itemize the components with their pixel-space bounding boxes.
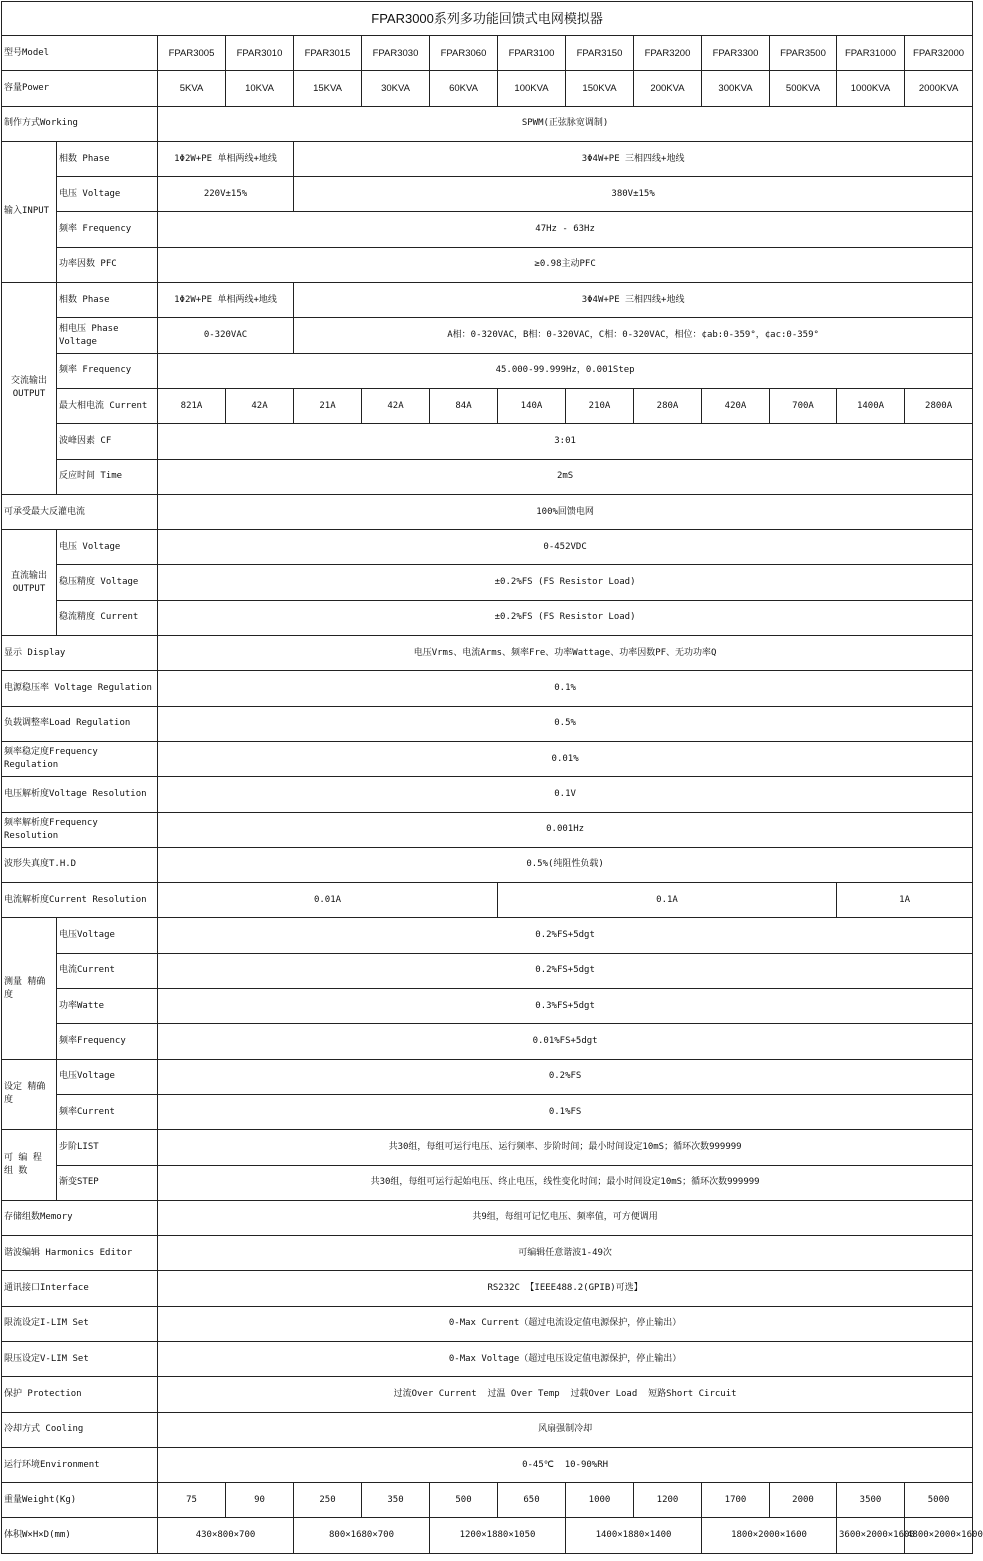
power-cell: 2000KVA xyxy=(905,71,973,106)
value-memory: 共9组，每组可记忆电压、频率值，可方便调用 xyxy=(158,1200,973,1235)
row-feedback xyxy=(2,494,973,529)
current-cell: 210A xyxy=(566,388,634,423)
label-harmonics: 谐波编辑 Harmonics Editor xyxy=(2,1236,158,1271)
value-freq-reg: 0.01% xyxy=(158,741,973,776)
current-cell: 700A xyxy=(770,388,837,423)
value-volt-res: 0.1V xyxy=(158,777,973,812)
label-input-frequency: 频率 Frequency xyxy=(57,212,158,247)
current-cell: 821A xyxy=(158,388,226,423)
value-meas-frequency: 0.01%FS+5dgt xyxy=(158,1024,973,1059)
value-environment: 0-45℃ 10-90%RH xyxy=(158,1447,973,1482)
power-cell: 5KVA xyxy=(158,71,226,106)
row-protection xyxy=(2,1377,973,1412)
label-meas-watt: 功率Watte xyxy=(57,989,158,1024)
row-thd xyxy=(2,847,973,882)
value-ac-phase-single: 1Φ2W+PE 单相两线+地线 xyxy=(158,283,294,318)
power-cell: 200KVA xyxy=(634,71,702,106)
table-title: FPAR3000系列多功能回馈式电网模拟器 xyxy=(2,2,973,36)
row-cooling xyxy=(2,1412,973,1447)
label-prog-list: 步阶LIST xyxy=(57,1130,158,1165)
value-curr-res-c: 1A xyxy=(837,883,973,918)
value-input-frequency: 47Hz - 63Hz xyxy=(158,212,973,247)
value-cooling: 风扇强制冷却 xyxy=(158,1412,973,1447)
row-harmonics xyxy=(2,1236,973,1271)
value-set-current: 0.1%FS xyxy=(158,1094,973,1129)
group-dc-output: 直流输出 OUTPUT xyxy=(2,530,57,636)
row-power xyxy=(2,71,973,106)
current-cell: 420A xyxy=(702,388,770,423)
weight-cell: 1000 xyxy=(566,1483,634,1518)
dimension-cell: 1400×1880×1400 xyxy=(566,1518,702,1553)
label-ac-phase-voltage: 相电压 Phase Voltage xyxy=(57,318,158,353)
title-row xyxy=(2,2,973,36)
model-cell: FPAR3300 xyxy=(702,36,770,71)
current-cell: 42A xyxy=(362,388,430,423)
row-load-reg xyxy=(2,706,973,741)
value-ac-phase-voltage-three: A相：0-320VAC，B相：0-320VAC，C相：0-320VAC，相位：¢ab:0-359°，¢ac:0-359° xyxy=(294,318,973,353)
power-cell: 1000KVA xyxy=(837,71,905,106)
power-cell: 150KVA xyxy=(566,71,634,106)
value-display: 电压Vrms、电流Arms、频率Fre、功率Wattage、功率因数PF、无功功率Q xyxy=(158,636,973,671)
model-cell: FPAR3005 xyxy=(158,36,226,71)
current-cell: 42A xyxy=(226,388,294,423)
weight-cell: 650 xyxy=(498,1483,566,1518)
row-prog-list xyxy=(2,1130,973,1165)
value-meas-watt: 0.3%FS+5dgt xyxy=(158,989,973,1024)
group-measure: 测量 精确度 xyxy=(2,918,57,1059)
row-meas-current xyxy=(2,953,973,988)
row-curr-res xyxy=(2,883,973,918)
value-input-voltage-three: 380V±15% xyxy=(294,177,973,212)
group-setting: 设定 精确度 xyxy=(2,1059,57,1130)
model-cell: FPAR3150 xyxy=(566,36,634,71)
value-input-voltage-single: 220V±15% xyxy=(158,177,294,212)
label-vlim: 限压设定V-LIM Set xyxy=(2,1341,158,1376)
dimension-cell: 430×800×700 xyxy=(158,1518,294,1553)
label-dc-curr-acc: 稳流精度 Current xyxy=(57,600,158,635)
row-vlim xyxy=(2,1341,973,1376)
weight-cell: 350 xyxy=(362,1483,430,1518)
label-curr-res: 电流解析度Current Resolution xyxy=(2,883,158,918)
power-cell: 300KVA xyxy=(702,71,770,106)
group-input: 输入INPUT xyxy=(2,141,57,282)
value-set-voltage: 0.2%FS xyxy=(158,1059,973,1094)
value-ac-cf: 3:01 xyxy=(158,424,973,459)
row-ac-response xyxy=(2,459,973,494)
label-volt-reg: 电源稳压率 Voltage Regulation xyxy=(2,671,158,706)
weight-cell: 2000 xyxy=(770,1483,837,1518)
row-set-current xyxy=(2,1094,973,1129)
row-freq-reg xyxy=(2,741,973,776)
value-working: SPWM(正弦脉宽调制) xyxy=(158,106,973,141)
row-prog-step xyxy=(2,1165,973,1200)
label-thd: 波形失真度T.H.D xyxy=(2,847,158,882)
power-cell: 15KVA xyxy=(294,71,362,106)
row-dc-curr-acc xyxy=(2,600,973,635)
current-cell: 280A xyxy=(634,388,702,423)
label-display: 显示 Display xyxy=(2,636,158,671)
value-curr-res-b: 0.1A xyxy=(498,883,837,918)
label-volt-res: 电压解析度Voltage Resolution xyxy=(2,777,158,812)
label-ac-cf: 波峰因素 CF xyxy=(57,424,158,459)
row-input-voltage xyxy=(2,177,973,212)
row-ac-phase-voltage xyxy=(2,318,973,353)
model-cell: FPAR3015 xyxy=(294,36,362,71)
dimension-cell: 1800×2000×1600 xyxy=(702,1518,837,1553)
row-meas-watt xyxy=(2,989,973,1024)
value-ac-phase-three: 3Φ4W+PE 三相四线+地线 xyxy=(294,283,973,318)
label-ac-frequency: 频率 Frequency xyxy=(57,353,158,388)
value-ac-response: 2mS xyxy=(158,459,973,494)
group-program: 可 编 程 组 数 xyxy=(2,1130,57,1201)
label-load-reg: 负载调整率Load Regulation xyxy=(2,706,158,741)
current-cell: 140A xyxy=(498,388,566,423)
current-cell: 21A xyxy=(294,388,362,423)
label-dc-volt-acc: 稳压精度 Voltage xyxy=(57,565,158,600)
label-cooling: 冷却方式 Cooling xyxy=(2,1412,158,1447)
value-dc-voltage: 0-452VDC xyxy=(158,530,973,565)
row-dc-volt-acc xyxy=(2,565,973,600)
value-harmonics: 可编辑任意谐波1-49次 xyxy=(158,1236,973,1271)
value-ilim: 0-Max Current（超过电流设定值电源保护，停止输出） xyxy=(158,1306,973,1341)
label-set-voltage: 电压Voltage xyxy=(57,1059,158,1094)
dimension-cell: 1200×1880×1050 xyxy=(430,1518,566,1553)
weight-cell: 250 xyxy=(294,1483,362,1518)
value-meas-voltage: 0.2%FS+5dgt xyxy=(158,918,973,953)
power-cell: 30KVA xyxy=(362,71,430,106)
value-freq-res: 0.001Hz xyxy=(158,812,973,847)
weight-cell: 5000 xyxy=(905,1483,973,1518)
row-display xyxy=(2,636,973,671)
weight-cell: 500 xyxy=(430,1483,498,1518)
value-ac-frequency: 45.000-99.999Hz，0.001Step xyxy=(158,353,973,388)
row-volt-reg xyxy=(2,671,973,706)
model-cell: FPAR3010 xyxy=(226,36,294,71)
value-protection: 过流Over Current 过温 Over Temp 过载Over Load 短路Short Circuit xyxy=(158,1377,973,1412)
power-cell: 10KVA xyxy=(226,71,294,106)
model-cell: FPAR3200 xyxy=(634,36,702,71)
row-working xyxy=(2,106,973,141)
current-cell: 1400A xyxy=(837,388,905,423)
value-feedback: 100%回馈电网 xyxy=(158,494,973,529)
spec-table xyxy=(1,1,983,1554)
model-cell: FPAR31000 xyxy=(837,36,905,71)
weight-cell: 1200 xyxy=(634,1483,702,1518)
row-ac-max-current xyxy=(2,388,973,423)
model-cell: FPAR3060 xyxy=(430,36,498,71)
label-input-voltage: 电压 Voltage xyxy=(57,177,158,212)
weight-cell: 1700 xyxy=(702,1483,770,1518)
model-cell: FPAR3500 xyxy=(770,36,837,71)
value-curr-res-a: 0.01A xyxy=(158,883,498,918)
label-working: 制作方式Working xyxy=(2,106,158,141)
row-input-pfc xyxy=(2,247,973,282)
value-meas-current: 0.2%FS+5dgt xyxy=(158,953,973,988)
value-thd: 0.5%(纯阻性负载) xyxy=(158,847,973,882)
label-model: 型号Model xyxy=(2,36,158,71)
label-dc-voltage: 电压 Voltage xyxy=(57,530,158,565)
label-input-pfc: 功率因数 PFC xyxy=(57,247,158,282)
label-set-current: 频率Current xyxy=(57,1094,158,1129)
label-ac-phase: 相数 Phase xyxy=(57,283,158,318)
row-interface xyxy=(2,1271,973,1306)
value-dc-curr-acc: ±0.2%FS (FS Resistor Load) xyxy=(158,600,973,635)
label-interface: 通讯接口Interface xyxy=(2,1271,158,1306)
dimension-cell: 800×1680×700 xyxy=(294,1518,430,1553)
row-dimension xyxy=(2,1518,973,1553)
value-interface: RS232C 【IEEE488.2(GPIB)可选】 xyxy=(158,1271,973,1306)
power-cell: 60KVA xyxy=(430,71,498,106)
label-feedback: 可承受最大反灌电流 xyxy=(2,494,158,529)
row-memory xyxy=(2,1200,973,1235)
value-input-phase-single: 1Φ2W+PE 单相两线+地线 xyxy=(158,141,294,176)
model-cell: FPAR3030 xyxy=(362,36,430,71)
label-power: 容量Power xyxy=(2,71,158,106)
row-set-voltage xyxy=(2,1059,973,1094)
dimension-cell: 4800×2000×1600 xyxy=(905,1518,973,1553)
row-meas-frequency xyxy=(2,1024,973,1059)
value-prog-list: 共30组，每组可运行电压、运行频率、步阶时间；最小时间设定10mS；循环次数999999 xyxy=(158,1130,973,1165)
row-volt-res xyxy=(2,777,973,812)
label-weight: 重量Weight(Kg) xyxy=(2,1483,158,1518)
label-protection: 保护 Protection xyxy=(2,1377,158,1412)
row-input-phase xyxy=(2,141,973,176)
label-input-phase: 相数 Phase xyxy=(57,141,158,176)
label-freq-res: 频率解析度Frequency Resolution xyxy=(2,812,158,847)
model-cell: FPAR32000 xyxy=(905,36,973,71)
value-input-pfc: ≥0.98主动PFC xyxy=(158,247,973,282)
value-prog-step: 共30组，每组可运行起始电压、终止电压，线性变化时间；最小时间设定10mS；循环次数999999 xyxy=(158,1165,973,1200)
current-cell: 84A xyxy=(430,388,498,423)
value-dc-volt-acc: ±0.2%FS (FS Resistor Load) xyxy=(158,565,973,600)
value-load-reg: 0.5% xyxy=(158,706,973,741)
row-dc-voltage xyxy=(2,530,973,565)
group-ac-output: 交流输出 OUTPUT xyxy=(2,283,57,495)
row-ilim xyxy=(2,1306,973,1341)
current-cell: 2800A xyxy=(905,388,973,423)
weight-cell: 90 xyxy=(226,1483,294,1518)
weight-cell: 75 xyxy=(158,1483,226,1518)
label-prog-step: 渐变STEP xyxy=(57,1165,158,1200)
row-model xyxy=(2,36,973,71)
weight-cell: 3500 xyxy=(837,1483,905,1518)
label-meas-voltage: 电压Voltage xyxy=(57,918,158,953)
label-ac-response: 反应时间 Time xyxy=(57,459,158,494)
row-ac-phase xyxy=(2,283,973,318)
value-ac-phase-voltage-single: 0-320VAC xyxy=(158,318,294,353)
value-input-phase-three: 3Φ4W+PE 三相四线+地线 xyxy=(294,141,973,176)
row-environment xyxy=(2,1447,973,1482)
row-ac-cf xyxy=(2,424,973,459)
power-cell: 500KVA xyxy=(770,71,837,106)
label-dimension: 体积W×H×D(mm) xyxy=(2,1518,158,1553)
label-ac-max-current: 最大相电流 Current xyxy=(57,388,158,423)
label-meas-current: 电流Current xyxy=(57,953,158,988)
row-freq-res xyxy=(2,812,973,847)
label-environment: 运行环境Environment xyxy=(2,1447,158,1482)
dimension-cell: 3600×2000×1600 xyxy=(837,1518,905,1553)
label-meas-frequency: 频率Frequency xyxy=(57,1024,158,1059)
label-ilim: 限流设定I-LIM Set xyxy=(2,1306,158,1341)
model-cell: FPAR3100 xyxy=(498,36,566,71)
row-ac-frequency xyxy=(2,353,973,388)
row-meas-voltage xyxy=(2,918,973,953)
label-freq-reg: 频率稳定度Frequency Regulation xyxy=(2,741,158,776)
row-input-frequency xyxy=(2,212,973,247)
value-volt-reg: 0.1% xyxy=(158,671,973,706)
value-vlim: 0-Max Voltage（超过电压设定值电源保护，停止输出） xyxy=(158,1341,973,1376)
label-memory: 存储组数Memory xyxy=(2,1200,158,1235)
row-weight xyxy=(2,1483,973,1518)
power-cell: 100KVA xyxy=(498,71,566,106)
